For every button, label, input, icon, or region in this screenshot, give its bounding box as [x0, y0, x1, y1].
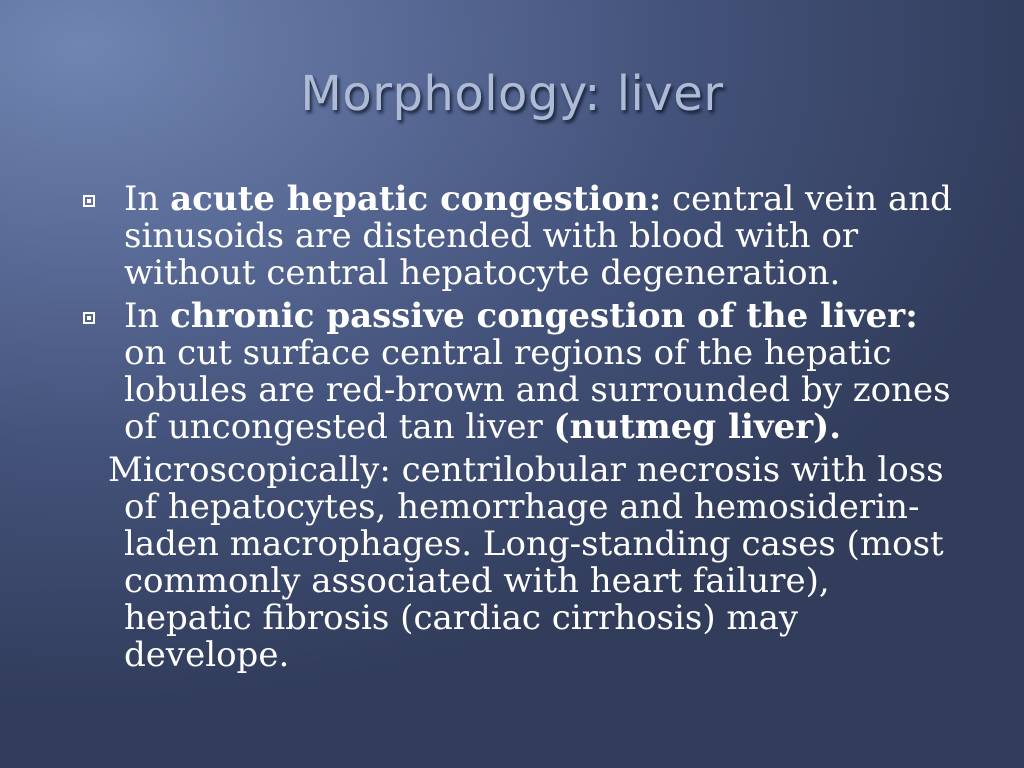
slide-title: Morphology: liver [300, 66, 724, 122]
square-bullet-icon [83, 195, 95, 207]
microscopic-paragraph: Microscopically: centrilobular necrosis with loss of hepatocytes, hemorrhage and hemosiderin-laden macrophages. Long-standing cases (most commonly associated with heart failure), hepatic fibrosis (cardiac cirrhosis) may develope. [108, 450, 944, 675]
bullet-text: central vein and sinusoids are distended with blood with or without central hepatocyte degeneration. [124, 179, 952, 293]
bullet-item-acute-congestion [0, 181, 1024, 292]
bullet-bold-term: chronic passive congestion of the liver: [170, 296, 918, 336]
bullet-prefix: In [124, 296, 171, 336]
bullet-prefix: In [124, 179, 171, 219]
bullet-text: on cut surface central regions of the hepatic lobules are red-brown and surrounded by zones of uncongested tan liver [124, 333, 951, 447]
square-bullet-icon [83, 312, 95, 324]
bullet-item-chronic-congestion [0, 298, 1024, 446]
bullet-bold-term: acute hepatic congestion: [170, 179, 662, 219]
bullet-bold-suffix: (nutmeg liver). [553, 407, 842, 447]
slide-content [0, 181, 1024, 674]
